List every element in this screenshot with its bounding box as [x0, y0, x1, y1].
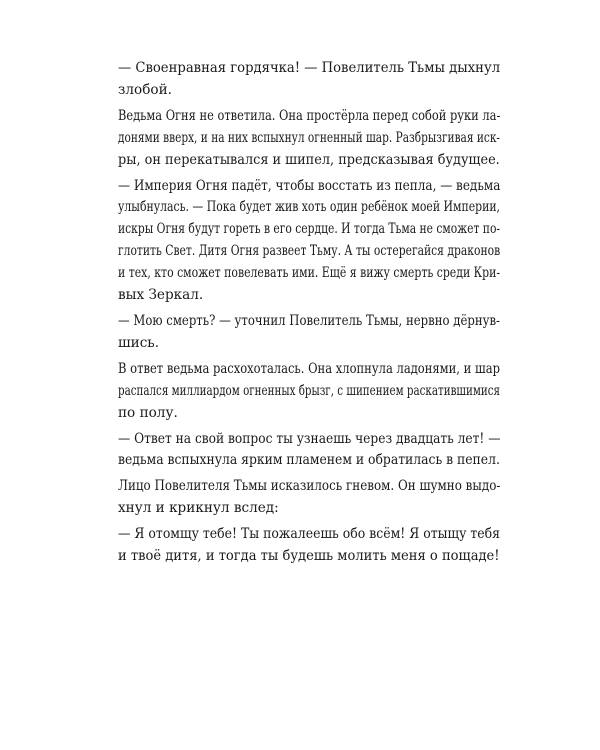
text-line: и твоё дитя, и тогда ты будешь молить меня о пощаде! [118, 548, 500, 565]
text-line: вых Зеркал. [118, 287, 204, 304]
text-line: — Империя Огня падёт, чтобы восстать из пепла, — ведьма [118, 177, 501, 194]
text-line: донями вверх, и на них вспыхнул огненный шар. Разбрызгивая иск- [118, 129, 500, 146]
paragraph [118, 476, 500, 520]
paragraph [118, 311, 500, 355]
paragraph [118, 429, 500, 473]
body-text [118, 58, 500, 572]
text-line: по полу. [118, 404, 178, 421]
text-line: — Своенравная гордячка! — Повелитель Тьмы дыхнул [118, 60, 501, 76]
text-line: Ведьма Огня не ответила. Она простёрла перед собой руки ла- [118, 107, 501, 124]
text-line: распался миллиардом огненных брызг, с шипением раскатившимися [118, 382, 500, 399]
text-line: — Мою смерть? — уточнил Повелитель Тьмы, нервно дёрнув- [118, 312, 500, 329]
text-line: В ответ ведьма расхохоталась. Она хлопнула ладонями, и шар [118, 360, 500, 377]
text-line: шись. [118, 334, 160, 351]
paragraph [118, 359, 500, 425]
text-line: — Я отомщу тебе! Ты пожалеешь обо всём! Я отыщу тебя [118, 526, 501, 543]
paragraph [118, 524, 500, 568]
text-line: глотить Свет. Дитя Огня развеет Тьму. А ты остерегайся драконов [118, 243, 501, 260]
text-line: Лицо Повелителя Тьмы исказилось гневом. Он шумно выдо- [118, 478, 501, 495]
paragraph [118, 58, 500, 102]
paragraph [118, 176, 500, 307]
text-line: — Ответ на свой вопрос ты узнаешь через двадцать лет! — [118, 430, 501, 447]
text-line: искры Огня будут гореть в его сердце. И тогда Тьма не сможет по- [118, 221, 501, 238]
text-line: ведьма вспыхнула ярким пламенем и обратилась в пепел. [118, 452, 500, 469]
text-line: хнул и крикнул вслед: [118, 500, 279, 517]
text-line: ры, он перекатывался и шипел, предсказывая будущее. [118, 151, 500, 168]
text-line: злобой. [118, 81, 172, 98]
text-line: и тех, кто сможет повелевать ими. Ещё я вижу смерть среди Кри- [118, 265, 501, 282]
text-line: улыбнулась. — Пока будет жив хоть один ребёнок моей Империи, [118, 199, 501, 216]
paragraph [118, 106, 500, 172]
